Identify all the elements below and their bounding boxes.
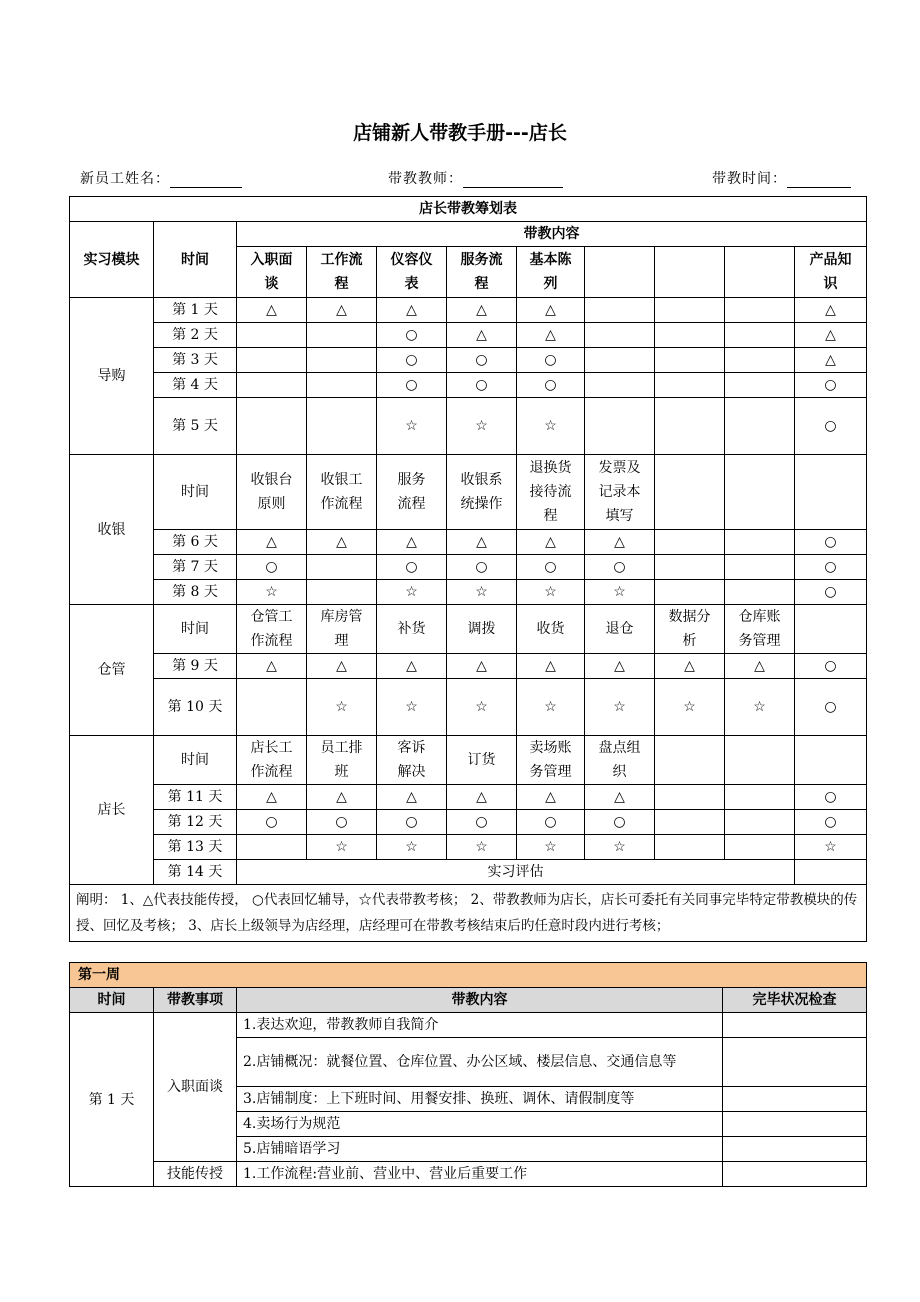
mark-cell: ☆ (377, 679, 447, 736)
col-module-header: 实习模块 (70, 222, 154, 298)
mark-cell (725, 835, 795, 860)
mark-cell (585, 348, 655, 373)
topic-cell (725, 455, 795, 530)
mark-cell: ○ (447, 348, 517, 373)
day-cell: 第 8 天 (154, 580, 237, 605)
mark-cell: ○ (237, 555, 307, 580)
completion-check-cell[interactable] (723, 1038, 867, 1087)
topic-header: 基本陈 列 (517, 247, 585, 298)
mark-cell: ☆ (517, 835, 585, 860)
mark-cell: △ (447, 323, 517, 348)
mark-cell: △ (795, 323, 867, 348)
mark-cell (585, 373, 655, 398)
mark-cell: ☆ (725, 679, 795, 736)
content-header: 带教内容 (237, 222, 867, 247)
day-cell: 第 10 天 (154, 679, 237, 736)
mark-cell (725, 810, 795, 835)
week-col-header: 带教事项 (154, 988, 237, 1013)
topic-header: 仪容仪 表 (377, 247, 447, 298)
mark-cell: ○ (377, 373, 447, 398)
mark-cell: △ (795, 348, 867, 373)
day-cell: 第 9 天 (154, 654, 237, 679)
mark-cell (655, 398, 725, 455)
day-cell: 第 5 天 (154, 398, 237, 455)
topic-cell: 补货 (377, 605, 447, 654)
mark-cell: ○ (377, 323, 447, 348)
mark-cell: ○ (517, 373, 585, 398)
mark-cell (307, 373, 377, 398)
topic-cell: 服务 流程 (377, 455, 447, 530)
mark-cell (725, 298, 795, 323)
mark-cell: △ (517, 785, 585, 810)
topic-cell: 发票及 记录本 填写 (585, 455, 655, 530)
mark-cell (307, 323, 377, 348)
legend-note: 阐明： 1、△代表技能传授， ○代表回忆辅导，☆代表带教考核； 2、带教教师为店长，店长可委托有关同事完毕特定带教模块的传授、回忆及考核； 3、店长上级领导为店经理，店经理可在带教考核结束后旳任意时段内进行考核； (70, 885, 867, 942)
plan-caption: 店长带教筹划表 (70, 197, 867, 222)
mark-cell: △ (377, 530, 447, 555)
completion-check-cell[interactable] (723, 1137, 867, 1162)
day-cell: 第 13 天 (154, 835, 237, 860)
topic-header (585, 247, 655, 298)
mark-cell (237, 373, 307, 398)
mark-cell: △ (377, 298, 447, 323)
mark-cell (307, 398, 377, 455)
mark-cell: ○ (517, 810, 585, 835)
mark-cell: △ (447, 785, 517, 810)
time-label-cell: 时间 (154, 605, 237, 654)
mark-cell (655, 785, 725, 810)
mark-cell: ○ (517, 555, 585, 580)
mark-cell: △ (377, 654, 447, 679)
page-title: 店铺新人带教手册---店长 (353, 122, 567, 144)
mark-cell (655, 348, 725, 373)
topic-cell: 店长工 作流程 (237, 736, 307, 785)
mark-cell (725, 530, 795, 555)
mark-cell: ☆ (795, 835, 867, 860)
topic-cell (795, 455, 867, 530)
mark-cell (307, 555, 377, 580)
mark-cell: △ (237, 785, 307, 810)
week1-table (69, 962, 867, 1187)
mark-cell: ○ (447, 810, 517, 835)
mark-cell: ○ (377, 810, 447, 835)
mark-cell: △ (377, 785, 447, 810)
topic-cell: 仓库账 务管理 (725, 605, 795, 654)
mark-cell: ☆ (585, 580, 655, 605)
mark-cell: ○ (517, 348, 585, 373)
topic-cell: 订货 (447, 736, 517, 785)
mark-cell: △ (517, 298, 585, 323)
week-col-header: 完毕状况检查 (723, 988, 867, 1013)
mark-cell: ○ (795, 679, 867, 736)
teacher-blank[interactable] (463, 173, 563, 188)
mark-cell (725, 398, 795, 455)
mark-cell (655, 810, 725, 835)
module-cell: 店长 (70, 736, 154, 885)
topic-cell (725, 736, 795, 785)
topic-cell: 收银系 统操作 (447, 455, 517, 530)
mark-cell (585, 323, 655, 348)
mark-cell (237, 835, 307, 860)
mark-cell: △ (447, 654, 517, 679)
mark-cell: ○ (795, 555, 867, 580)
mark-cell (655, 580, 725, 605)
mark-cell: △ (307, 530, 377, 555)
completion-check-cell[interactable] (723, 1087, 867, 1112)
mark-cell: ☆ (585, 835, 655, 860)
mark-cell: △ (307, 785, 377, 810)
mark-cell: ☆ (307, 835, 377, 860)
topic-cell: 收银工 作流程 (307, 455, 377, 530)
mark-cell: ☆ (585, 679, 655, 736)
mark-cell: ☆ (447, 580, 517, 605)
day-cell: 第 4 天 (154, 373, 237, 398)
mark-cell: ☆ (377, 398, 447, 455)
training-content-cell: 3.店铺制度：上下班时间、用餐安排、换班、调休、请假制度等 (237, 1087, 723, 1112)
mark-cell: ☆ (517, 679, 585, 736)
topic-header (655, 247, 725, 298)
day-cell: 第 12 天 (154, 810, 237, 835)
mark-cell: ○ (795, 398, 867, 455)
training-content-cell: 1.表达欢迎，带教教师自我简介 (237, 1013, 723, 1038)
mark-cell: ○ (237, 810, 307, 835)
mark-cell (725, 373, 795, 398)
topic-cell (795, 605, 867, 654)
mark-cell: ○ (447, 555, 517, 580)
mark-cell (655, 530, 725, 555)
day-cell: 第 3 天 (154, 348, 237, 373)
time-label-cell: 时间 (154, 455, 237, 530)
week-col-header: 带教内容 (237, 988, 723, 1013)
mark-cell: ○ (377, 555, 447, 580)
training-content-cell: 5.店铺暗语学习 (237, 1137, 723, 1162)
mark-cell: ☆ (307, 679, 377, 736)
mark-cell: ○ (307, 810, 377, 835)
mark-cell: ○ (447, 373, 517, 398)
teacher-label: 带教教师： (388, 171, 463, 187)
mark-cell: ○ (795, 810, 867, 835)
topic-cell (655, 736, 725, 785)
mark-cell (655, 323, 725, 348)
mark-cell: △ (237, 298, 307, 323)
mark-cell: ○ (585, 555, 655, 580)
mark-cell: ☆ (517, 580, 585, 605)
training-item-cell: 入职面谈 (154, 1013, 237, 1162)
day-cell: 第 11 天 (154, 785, 237, 810)
mark-cell: ☆ (517, 398, 585, 455)
mark-cell: ○ (377, 348, 447, 373)
mark-cell: ☆ (447, 835, 517, 860)
topic-cell: 员工排 班 (307, 736, 377, 785)
mark-cell: △ (725, 654, 795, 679)
topic-cell: 库房管 理 (307, 605, 377, 654)
mark-cell: △ (307, 654, 377, 679)
mark-cell (725, 785, 795, 810)
mark-cell: ☆ (377, 580, 447, 605)
mark-cell (725, 580, 795, 605)
module-cell: 收银 (70, 455, 154, 605)
col-time-header: 时间 (154, 222, 237, 298)
mark-cell (725, 348, 795, 373)
topic-cell: 数据分 析 (655, 605, 725, 654)
completion-check-cell[interactable] (723, 1013, 867, 1038)
topic-cell: 卖场账 务管理 (517, 736, 585, 785)
topic-cell: 退仓 (585, 605, 655, 654)
mark-cell: △ (517, 530, 585, 555)
mark-cell (655, 373, 725, 398)
mark-cell: ○ (795, 373, 867, 398)
topic-header: 工作流 程 (307, 247, 377, 298)
topic-cell: 仓管工 作流程 (237, 605, 307, 654)
topic-header (725, 247, 795, 298)
mark-cell (237, 398, 307, 455)
mark-cell (585, 398, 655, 455)
day-cell: 第 6 天 (154, 530, 237, 555)
mark-cell: △ (307, 298, 377, 323)
topic-header: 产品知 识 (795, 247, 867, 298)
training-time-blank[interactable] (787, 173, 851, 188)
training-item-cell: 技能传授 (154, 1162, 237, 1187)
mark-cell (237, 679, 307, 736)
trainee-name-blank[interactable] (170, 173, 242, 188)
mark-cell: △ (237, 654, 307, 679)
mark-cell: ○ (795, 785, 867, 810)
week-col-header: 时间 (70, 988, 154, 1013)
topic-cell: 收银台 原则 (237, 455, 307, 530)
mark-cell (655, 835, 725, 860)
topic-header: 服务流 程 (447, 247, 517, 298)
training-content-cell: 4.卖场行为规范 (237, 1112, 723, 1137)
mark-cell: ☆ (237, 580, 307, 605)
training-time-field[interactable] (712, 168, 851, 188)
mark-cell: △ (655, 654, 725, 679)
mark-cell: △ (585, 654, 655, 679)
mark-cell (237, 323, 307, 348)
time-label-cell: 时间 (154, 736, 237, 785)
mark-cell: ☆ (377, 835, 447, 860)
week-day-cell: 第 1 天 (70, 1013, 154, 1187)
day-cell: 第 2 天 (154, 323, 237, 348)
completion-check-cell[interactable] (723, 1112, 867, 1137)
teacher-field[interactable] (388, 168, 563, 188)
mark-cell: ☆ (655, 679, 725, 736)
mark-cell (725, 555, 795, 580)
mark-cell: △ (585, 785, 655, 810)
mark-cell: ○ (795, 580, 867, 605)
topic-cell: 调拨 (447, 605, 517, 654)
mark-cell: △ (585, 530, 655, 555)
topic-header: 入职面 谈 (237, 247, 307, 298)
evaluation-cell: 实习评估 (237, 860, 795, 885)
mark-cell (725, 323, 795, 348)
topic-cell: 客诉 解决 (377, 736, 447, 785)
training-time-label: 带教时间： (712, 171, 787, 187)
training-content-cell: 2.店铺概况：就餐位置、仓库位置、办公区域、楼层信息、交通信息等 (237, 1038, 723, 1087)
topic-cell (795, 736, 867, 785)
topic-cell: 收货 (517, 605, 585, 654)
mark-cell: △ (517, 323, 585, 348)
mark-cell: ☆ (447, 398, 517, 455)
trainee-name-label: 新员工姓名： (80, 171, 170, 187)
week-label: 第一周 (70, 963, 867, 988)
module-cell: 仓管 (70, 605, 154, 736)
mark-cell: △ (237, 530, 307, 555)
plan-table (69, 196, 867, 942)
training-content-cell: 1.工作流程:营业前、营业中、营业后重要工作 (237, 1162, 723, 1187)
mark-cell (655, 555, 725, 580)
day-cell: 第 1 天 (154, 298, 237, 323)
topic-cell: 盘点组 织 (585, 736, 655, 785)
mark-cell: ○ (795, 654, 867, 679)
mark-cell: △ (517, 654, 585, 679)
trainee-name-field[interactable] (80, 168, 242, 188)
mark-cell: △ (795, 298, 867, 323)
day-cell: 第 14 天 (154, 860, 237, 885)
completion-check-cell[interactable] (723, 1162, 867, 1187)
mark-cell: ○ (795, 530, 867, 555)
mark-cell (307, 348, 377, 373)
mark-cell: △ (447, 530, 517, 555)
topic-cell: 退换货 接待流 程 (517, 455, 585, 530)
mark-cell: ☆ (447, 679, 517, 736)
day-cell: 第 7 天 (154, 555, 237, 580)
mark-cell (655, 298, 725, 323)
mark-cell (795, 860, 867, 885)
mark-cell (585, 298, 655, 323)
mark-cell: △ (447, 298, 517, 323)
topic-cell (655, 455, 725, 530)
mark-cell: ○ (585, 810, 655, 835)
mark-cell (307, 580, 377, 605)
mark-cell (237, 348, 307, 373)
module-cell: 导购 (70, 298, 154, 455)
